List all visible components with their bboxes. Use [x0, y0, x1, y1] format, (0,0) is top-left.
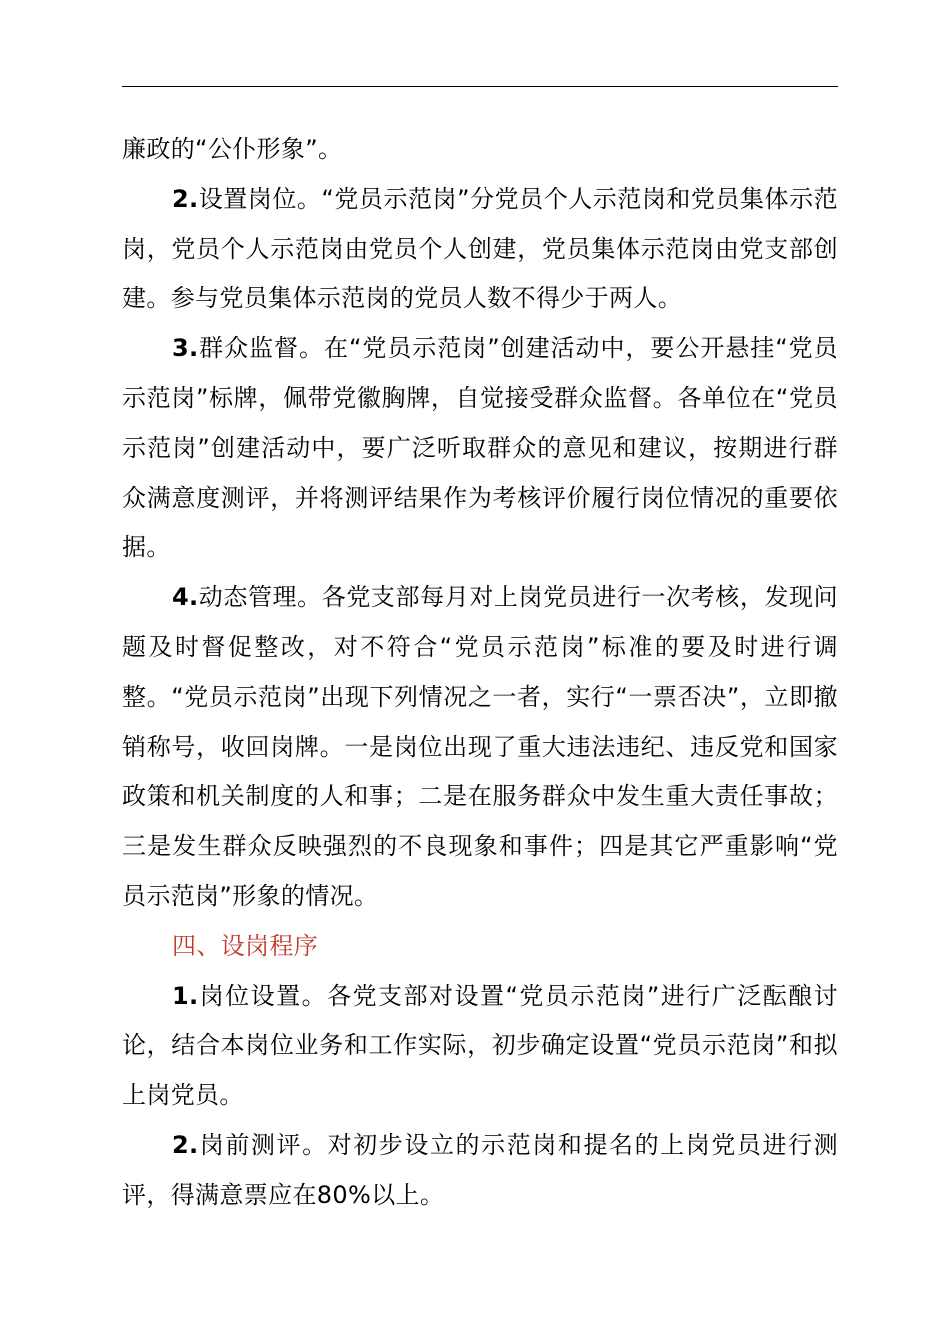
section-heading: [122, 922, 838, 972]
paragraph-text: 群众监督。在“党员示范岗”创建活动中，要公开悬挂“党员示范岗”标牌，佩带党徽胸牌，自觉接受群众监督。各单位在“党员示范岗”创建活动中，要广泛听取群众的意见和建议，按期进行群众满意度测评，并将测评结果作为考核评价履行岗位情况的重要依据。: [122, 334, 838, 562]
paragraph-dynamic-management: [122, 573, 838, 922]
paragraph-number: 4.: [172, 583, 199, 612]
paragraph-number: 3.: [172, 334, 199, 363]
paragraph-number: 2.: [172, 184, 199, 213]
paragraph-number: 1.: [172, 981, 199, 1010]
paragraph-text: 岗前测评。对初步设立的示范岗和提名的上岗党员进行测评，得满意票应在80%以上。: [122, 1130, 838, 1209]
paragraph-text: 廉政的“公仆形象”。: [122, 135, 343, 163]
paragraph-pre-evaluation: [122, 1121, 838, 1221]
paragraph-text: 动态管理。各党支部每月对上岗党员进行一次考核，发现问题及时督促整改，对不符合“党员示范岗”标准的要及时进行调整。“党员示范岗”出现下列情况之一者，实行“一票否决”，立即撤销称号，收回岗牌。一是岗位出现了重大违法违纪、违反党和国家政策和机关制度的人和事；二是在服务群众中发生重大责任事故；三是发生群众反映强烈的不良现象和事件；四是其它严重影响“党员示范岗”形象的情况。: [122, 583, 838, 910]
paragraph-text: 设置岗位。“党员示范岗”分党员个人示范岗和党员集体示范岗，党员个人示范岗由党员个人创建，党员集体示范岗由党支部创建。参与党员集体示范岗的党员人数不得少于两人。: [122, 184, 838, 313]
paragraph-set-positions: [122, 175, 838, 324]
paragraph-public-supervision: [122, 324, 838, 573]
section-heading-text: 四、设岗程序: [172, 931, 319, 960]
paragraph-position-setup: [122, 972, 838, 1121]
document-body: [122, 125, 838, 1221]
paragraph-text: 岗位设置。各党支部对设置“党员示范岗”进行广泛酝酿讨论，结合本岗位业务和工作实际，初步确定设置“党员示范岗”和拟上岗党员。: [122, 981, 838, 1110]
header-rule: [122, 86, 838, 87]
paragraph-number: 2.: [172, 1130, 199, 1159]
paragraph-continuation: [122, 125, 838, 175]
